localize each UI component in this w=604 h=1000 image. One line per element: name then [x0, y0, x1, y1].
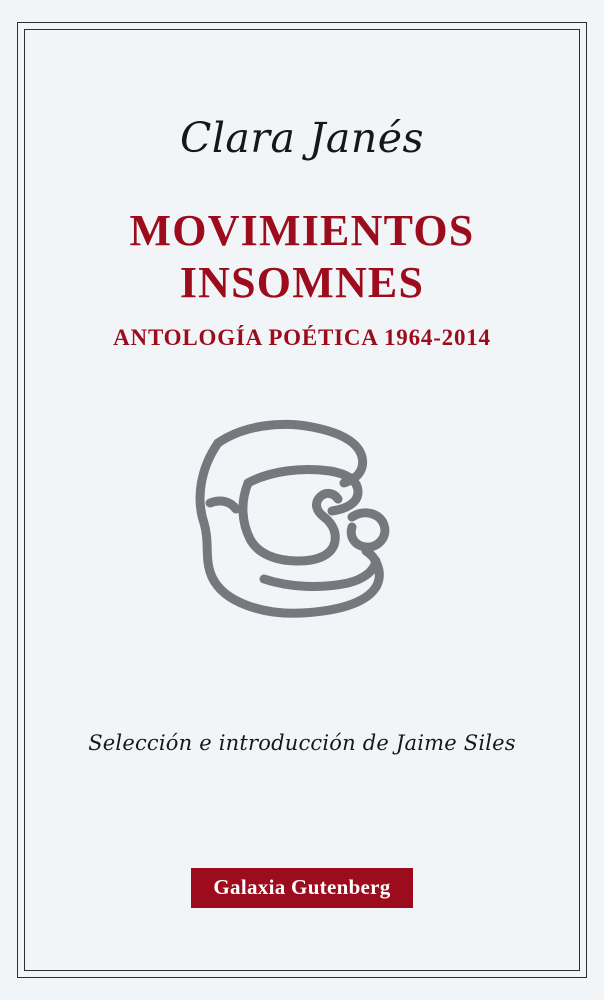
book-subtitle: ANTOLOGÍA POÉTICA 1964-2014 [113, 324, 491, 350]
cover-artwork [152, 391, 452, 646]
book-title [130, 205, 475, 309]
book-title-line-2: INSOMNES [179, 257, 425, 307]
author-name: Clara Janés [179, 114, 425, 162]
book-title-line-1: MOVIMIENTOS [129, 206, 475, 255]
cover-content [32, 36, 572, 964]
editor-credit: Selección e introducción de Jaime Siles [88, 730, 516, 755]
publisher-logo: Galaxia Gutenberg [191, 868, 412, 908]
